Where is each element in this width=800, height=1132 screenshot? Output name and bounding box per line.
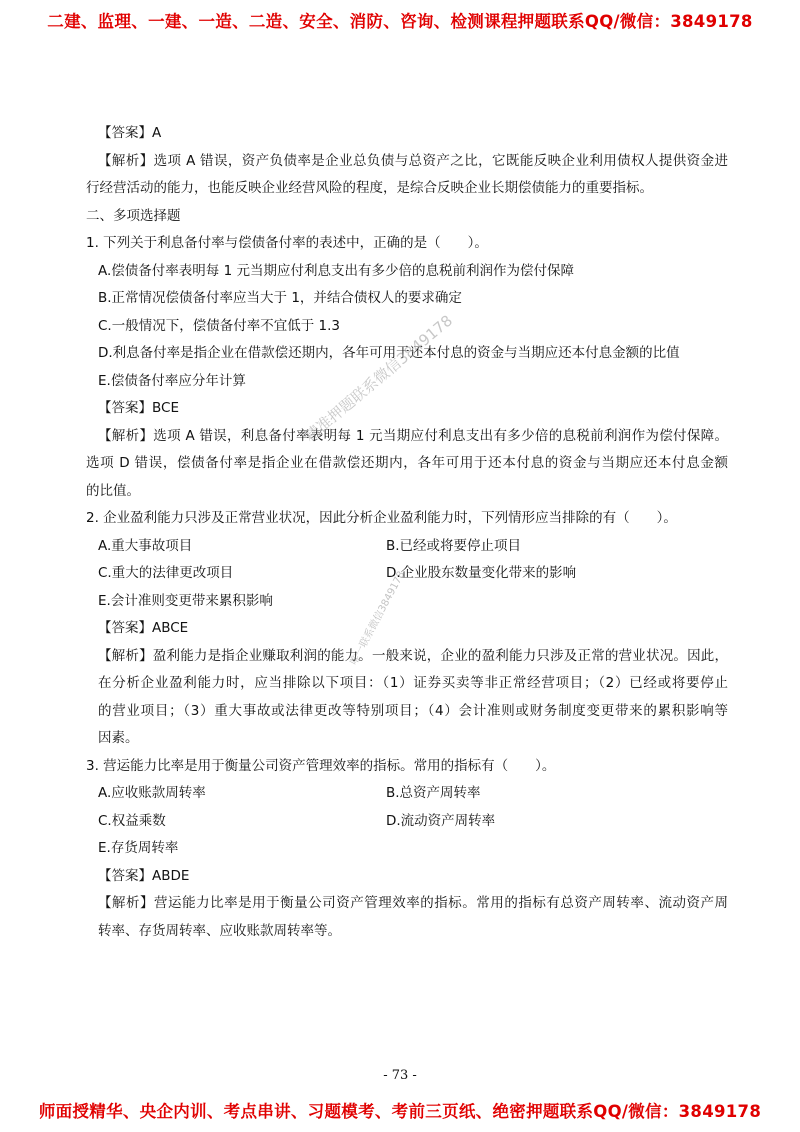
- option-d: D.企业股东数量变化带来的影响: [386, 565, 577, 581]
- option-d: D.流动资产周转率: [386, 812, 496, 829]
- analysis-text: 转率、存货周转率、应收账款周转率等。: [98, 922, 341, 939]
- option-a: A.应收账款周转率: [98, 785, 206, 801]
- analysis-text: 因素。: [98, 730, 139, 746]
- answer-label: 【答案】BCE: [98, 400, 179, 416]
- option-a: A.重大事故项目: [98, 537, 193, 554]
- option-b: B.总资产周转率: [386, 785, 481, 801]
- option-b: B.正常情况偿债备付率应当大于 1，并结合债权人的要求确定: [98, 290, 462, 306]
- answer-label: 【答案】A: [98, 125, 162, 141]
- option-a: A.偿债备付率表明每 1 元当期应付利息支出有多少倍的息税前利润作为偿付保障: [98, 262, 574, 279]
- analysis-text: 选项 D 错误，偿债备付率是指企业在借款偿还期内，各年可用于还本付息的资金与当期应还本付息金额: [86, 455, 728, 471]
- analysis-text: 【解析】选项 A 错误，资产负债率是企业总负债与总资产之比，它既能反映企业利用债权人提供资金进: [98, 152, 728, 169]
- page-content: [78, 120, 728, 945]
- header-banner: 二建、监理、一建、一造、二造、安全、消防、咨询、检测课程押题联系QQ/微信：3849178: [47, 12, 753, 31]
- question-stem: 2. 企业盈利能力只涉及正常营业状况，因此分析企业盈利能力时，下列情形应当排除的有（ ）。: [86, 510, 677, 526]
- option-c: C.一般情况下，偿债备付率不宜低于 1.3: [98, 317, 340, 334]
- analysis-text: 行经营活动的能力，也能反映企业经营风险的程度，是综合反映企业长期偿债能力的重要指标。: [86, 180, 653, 196]
- analysis-text: 【解析】盈利能力是指企业赚取利润的能力。一般来说，企业的盈利能力只涉及正常的营业状况。因此，: [98, 647, 728, 664]
- page-number: - 73 -: [383, 1068, 417, 1083]
- option-row: [78, 808, 728, 836]
- footer-banner: 师面授精华、央企内训、考点串讲、习题模考、考前三页纸、绝密押题联系QQ/微信：3849178: [38, 1102, 762, 1121]
- analysis-text: 【解析】营运能力比率是用于衡量公司资产管理效率的指标。常用的指标有总资产周转率、流动资产周: [98, 895, 728, 911]
- option-e: E.偿债备付率应分年计算: [98, 372, 246, 389]
- option-c: C.权益乘数: [98, 812, 166, 829]
- question-stem: 3. 营运能力比率是用于衡量公司资产管理效率的指标。常用的指标有（ ）。: [86, 757, 556, 774]
- watermark: 精准押题联系微信3849178: [301, 311, 456, 446]
- option-row: [78, 780, 728, 808]
- option-d: D.利息备付率是指企业在借款偿还期内，各年可用于还本付息的资金与当期应还本付息金额的比值: [98, 345, 680, 361]
- analysis-text: 的营业项目；（3）重大事故或法律更改等特别项目；（4）会计准则或财务制度变更带来的累积影响等: [98, 702, 728, 719]
- answer-label: 【答案】ABCE: [98, 620, 189, 636]
- option-b: B.已经或将要停止项目: [386, 537, 522, 554]
- analysis-text: 【解析】选项 A 错误，利息备付率表明每 1 元当期应付利息支出有多少倍的息税前利润作为偿付保障。: [98, 427, 728, 444]
- answer-label: 【答案】ABDE: [98, 867, 190, 884]
- option-row: [78, 533, 728, 561]
- question-stem: 1. 下列关于利息备付率与偿债备付率的表述中，正确的是（ ）。: [86, 235, 488, 251]
- option-c: C.重大的法律更改项目: [98, 565, 234, 581]
- analysis-text: 的比值。: [86, 482, 140, 499]
- option-e: E.会计准则变更带来累积影响: [98, 592, 273, 609]
- analysis-text: 在分析企业盈利能力时，应当排除以下项目：（1）证券买卖等非正常经营项目；（2）已经或将要停止: [98, 675, 728, 691]
- watermark: 唯一联系微信3849178: [348, 569, 408, 668]
- section-title: 二、多项选择题: [86, 207, 181, 224]
- option-e: E.存货周转率: [98, 840, 179, 856]
